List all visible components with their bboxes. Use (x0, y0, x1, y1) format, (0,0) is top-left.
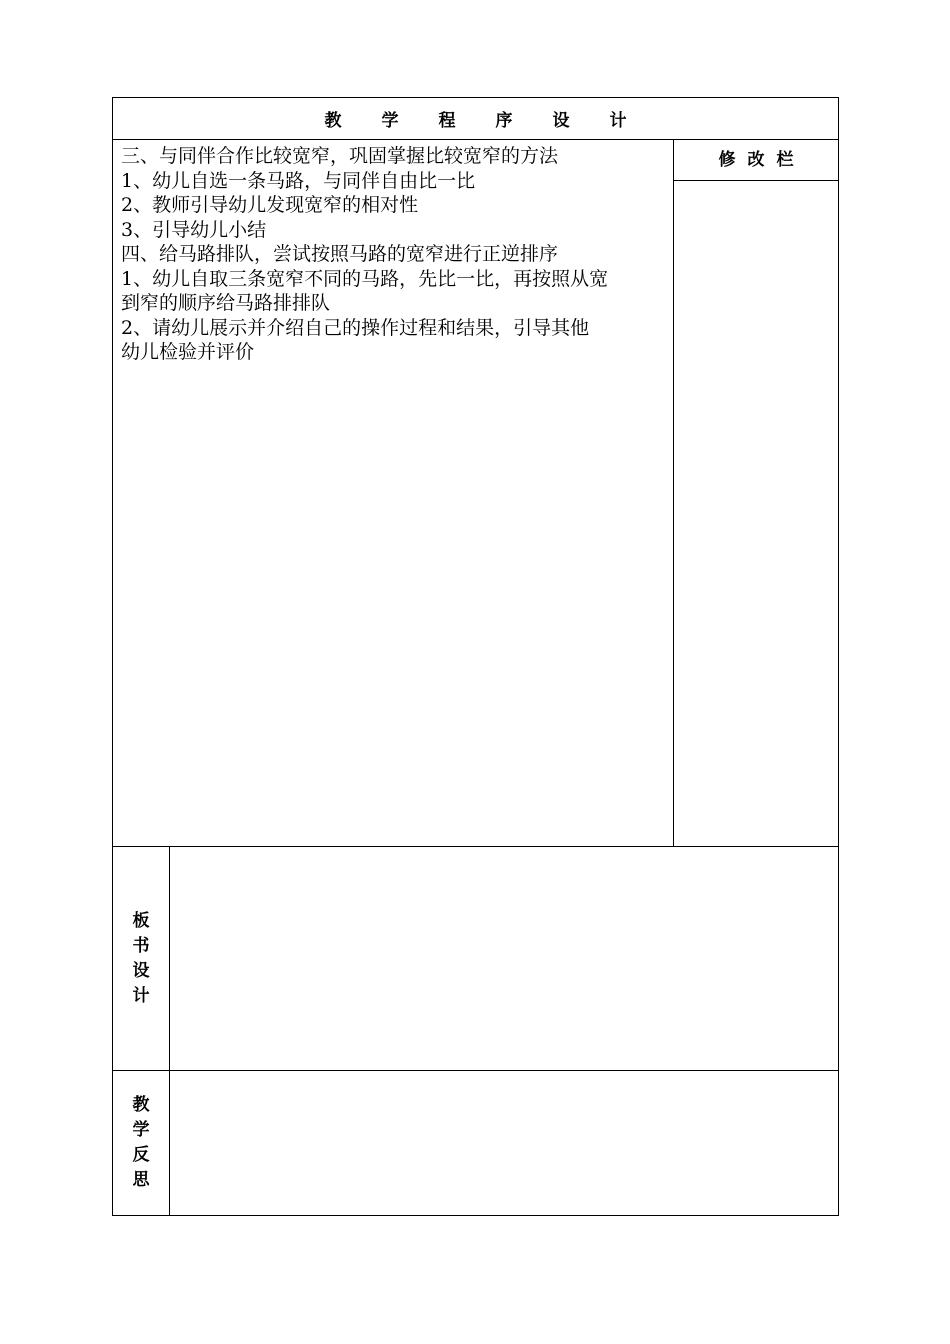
revision-title-char: 修 (718, 150, 736, 170)
revision-title-char: 改 (747, 150, 765, 170)
board-design-label-char: 书 (132, 935, 150, 956)
board-design-label (113, 847, 170, 1071)
teaching-reflection-label-char: 教 (132, 1095, 150, 1115)
content-line: 1、幼儿自取三条宽窄不同的马路，先比一比，再按照从宽 (121, 267, 609, 290)
teaching-reflection-label-char: 学 (132, 1120, 150, 1140)
content-line: 2、教师引导幼儿发现宽窄的相对性 (121, 194, 419, 216)
revision-title-char: 栏 (776, 150, 794, 170)
content-line: 到窄的顺序给马路排排队 (121, 292, 331, 314)
lesson-plan-sheet (112, 97, 838, 1212)
revision-column[interactable] (674, 140, 839, 847)
teaching-reflection-label-char: 思 (132, 1170, 150, 1190)
teaching-reflection-label-char: 反 (132, 1145, 150, 1165)
program-title-char: 序 (495, 111, 513, 131)
board-design-label-char: 设 (132, 960, 150, 981)
content-line: 3、引导幼儿小结 (121, 218, 267, 241)
program-content[interactable] (113, 140, 674, 847)
program-title-char: 计 (609, 111, 627, 131)
program-title-char: 教 (324, 111, 342, 131)
board-design-label-char: 计 (132, 985, 150, 1006)
content-line: 三、与同伴合作比较宽窄，巩固掌握比较宽窄的方法 (121, 145, 559, 167)
content-line: 2、请幼儿展示并介绍自己的操作过程和结果，引导其他 (121, 316, 590, 339)
program-title (113, 98, 839, 140)
program-title-char: 程 (438, 111, 456, 131)
board-design-label-char: 板 (132, 910, 150, 931)
board-design-content[interactable] (170, 847, 839, 1071)
lesson-plan-table (112, 97, 839, 1216)
teaching-reflection-label (113, 1071, 170, 1216)
content-line: 1、幼儿自选一条马路，与同伴自由比一比 (121, 169, 476, 192)
content-line: 四、给马路排队，尝试按照马路的宽窄进行正逆排序 (121, 243, 559, 265)
teaching-reflection-content[interactable] (170, 1071, 839, 1216)
program-title-char: 设 (552, 111, 570, 131)
program-title-char: 学 (381, 111, 399, 131)
content-line: 幼儿检验并评价 (121, 341, 255, 363)
revision-title (674, 140, 838, 181)
